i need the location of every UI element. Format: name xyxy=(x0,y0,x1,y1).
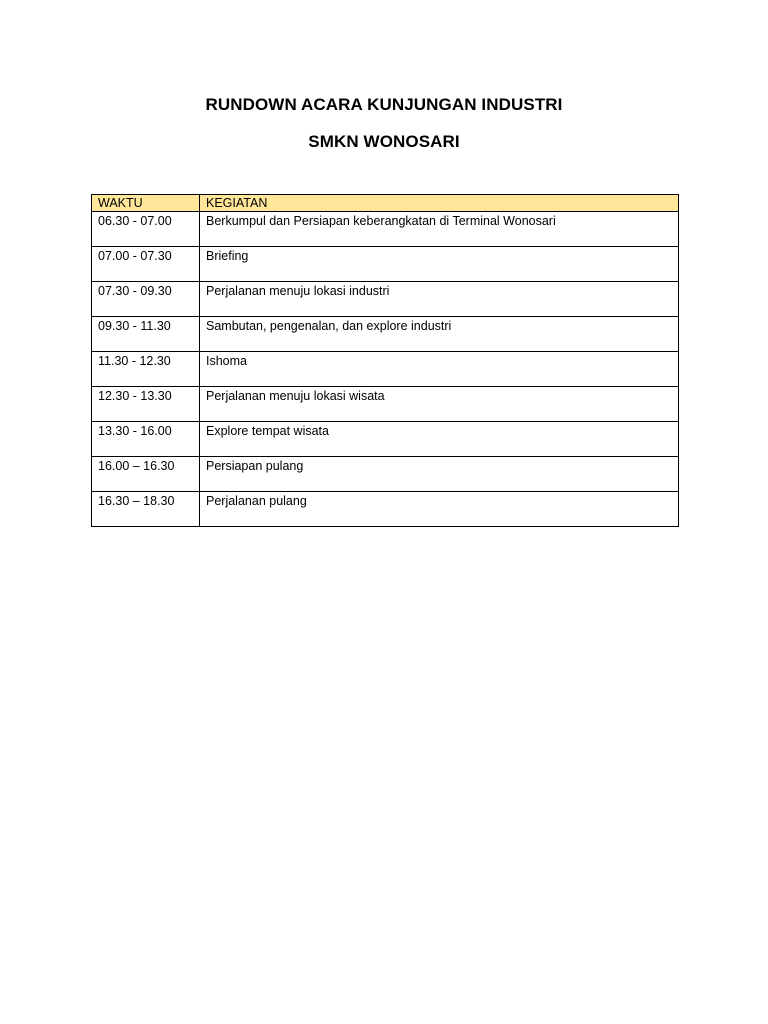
time-cell: 16.00 – 16.30 xyxy=(92,457,200,492)
activity-cell: Perjalanan menuju lokasi industri xyxy=(200,282,679,317)
time-cell: 13.30 - 16.00 xyxy=(92,422,200,457)
activity-cell: Perjalanan pulang xyxy=(200,492,679,527)
time-cell: 07.30 - 09.30 xyxy=(92,282,200,317)
time-cell: 11.30 - 12.30 xyxy=(92,352,200,387)
header-waktu: WAKTU xyxy=(92,195,200,212)
rundown-table xyxy=(91,194,679,527)
document-title: RUNDOWN ACARA KUNJUNGAN INDUSTRI xyxy=(205,95,563,114)
table-body xyxy=(92,212,679,527)
table-row xyxy=(92,317,679,352)
activity-cell: Perjalanan menuju lokasi wisata xyxy=(200,387,679,422)
header-kegiatan: KEGIATAN xyxy=(200,195,679,212)
time-cell: 09.30 - 11.30 xyxy=(92,317,200,352)
activity-cell: Ishoma xyxy=(200,352,679,387)
document-subtitle: SMKN WONOSARI xyxy=(308,132,460,151)
time-cell: 07.00 - 07.30 xyxy=(92,247,200,282)
table-header xyxy=(92,195,679,212)
activity-cell: Explore tempat wisata xyxy=(200,422,679,457)
activity-cell: Briefing xyxy=(200,247,679,282)
table-row xyxy=(92,282,679,317)
activity-cell: Sambutan, pengenalan, dan explore industri xyxy=(200,317,679,352)
table-row xyxy=(92,457,679,492)
table-row xyxy=(92,387,679,422)
time-cell: 16.30 – 18.30 xyxy=(92,492,200,527)
time-cell: 06.30 - 07.00 xyxy=(92,212,200,247)
time-cell: 12.30 - 13.30 xyxy=(92,387,200,422)
table-row xyxy=(92,492,679,527)
table-row xyxy=(92,247,679,282)
header-row xyxy=(92,195,679,212)
activity-cell: Persiapan pulang xyxy=(200,457,679,492)
table-row xyxy=(92,352,679,387)
activity-cell: Berkumpul dan Persiapan keberangkatan di Terminal Wonosari xyxy=(200,212,679,247)
table-row xyxy=(92,422,679,457)
table-row xyxy=(92,212,679,247)
